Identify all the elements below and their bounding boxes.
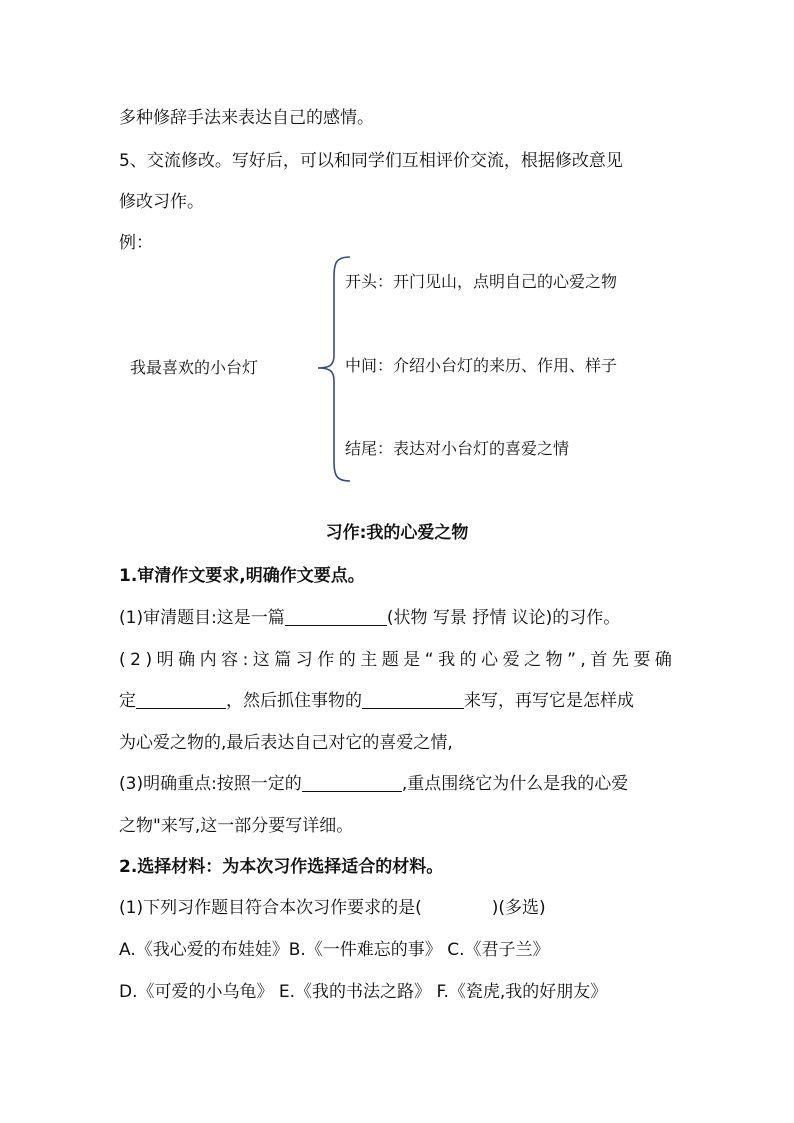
outline-branch-middle: 中间：介绍小台灯的来历、作用、样子 — [345, 356, 618, 375]
item3-text-before: (3)明确重点:按照一定的 — [119, 774, 302, 794]
part1-item3-line2: 之物"来写,这一部分要写详细。 — [119, 816, 354, 836]
item2-text-a: 定 — [119, 691, 136, 711]
question-text-before: (1)下列习作题目符合本次习作要求的是( — [119, 898, 422, 918]
part1-item2-line2 — [119, 689, 634, 713]
fill-blank-1[interactable] — [285, 606, 387, 626]
outline-root: 我最喜欢的小台灯 — [130, 358, 259, 377]
part1-item2-line3: 为心爱之物的,最后表达自己对它的喜爱之情, — [119, 733, 453, 753]
part2-question — [119, 896, 546, 920]
fill-blank-2[interactable] — [136, 689, 226, 709]
part1-item1 — [119, 606, 620, 630]
question-text-after: )(多选) — [491, 898, 546, 918]
part1-heading: 1.审清作文要求,明确作文要点。 — [119, 566, 365, 586]
part1-item2-line1: (2)明确内容:这篇习作的主题是“我的心爱之物”,首先要确 — [119, 650, 677, 670]
fill-blank-4[interactable] — [302, 772, 402, 792]
section-title: 习作:我的心爱之物 — [325, 523, 469, 543]
options-row-2: D.《可爱的小乌龟》 E.《我的书法之路》 F.《瓷虎,我的好朋友》 — [119, 982, 608, 1002]
item2-text-c: 来写，再写它是怎样成 — [464, 691, 634, 711]
part1-item3 — [119, 772, 628, 796]
example-label: 例： — [119, 233, 153, 253]
item1-text-before: (1)审清题目:这是一篇 — [119, 608, 285, 628]
intro-line-1: 多种修辞手法来表达自己的感情。 — [119, 108, 374, 128]
intro-line-2: 5、交流修改。写好后，可以和同学们互相评价交流，根据修改意见 — [119, 151, 623, 171]
options-row-1: A.《我心爱的布娃娃》B.《一件难忘的事》 C.《君子兰》 — [119, 940, 550, 960]
fill-blank-3[interactable] — [362, 689, 464, 709]
outline-branch-start: 开头：开门见山，点明自己的心爱之物 — [345, 272, 618, 291]
intro-line-3: 修改习作。 — [119, 192, 204, 212]
item3-text-after: ,重点围绕它为什么是我的心爱 — [401, 774, 629, 794]
item2-text-b: ，然后抓住事物的 — [226, 691, 362, 711]
outline-branch-end: 结尾：表达对小台灯的喜爱之情 — [345, 439, 570, 458]
part2-heading: 2.选择材料：为本次习作选择适合的材料。 — [119, 857, 444, 877]
item1-text-after: (状物 写景 抒情 议论)的习作。 — [386, 608, 621, 628]
